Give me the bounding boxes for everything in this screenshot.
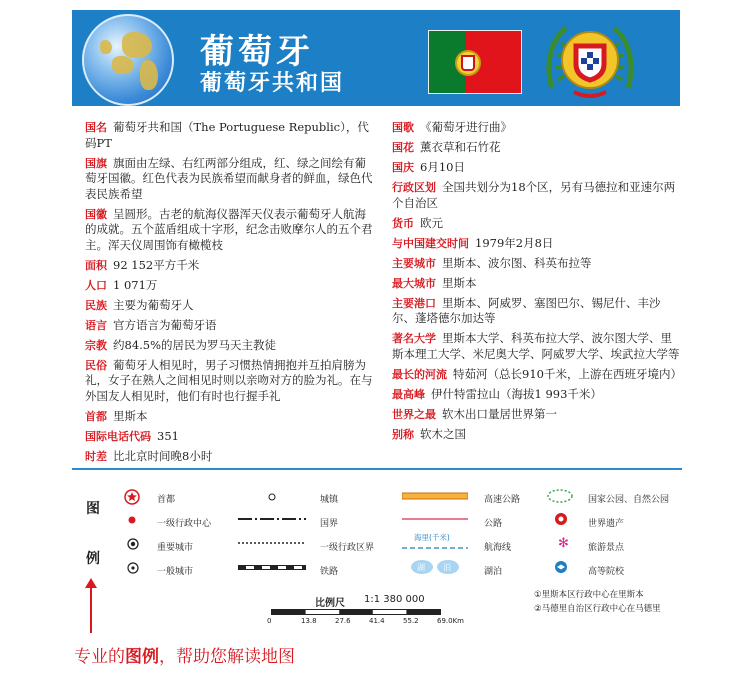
info-item bbox=[85, 318, 375, 334]
info-item bbox=[392, 276, 682, 292]
info-label: 与中国建交时间 bbox=[392, 236, 469, 250]
info-label: 国庆 bbox=[392, 161, 414, 174]
caption-pre: 专业的 bbox=[74, 647, 125, 667]
legend-admin1-center: 一级行政中心 bbox=[157, 519, 212, 529]
info-value: 呈圆形。古老的航海仪器浑天仪表示葡萄牙人航海的成就。五个蓝盾组成十字形，纪念击败摩尔人的五个君主。浑天仪周围饰有橄榄枝 bbox=[85, 206, 373, 252]
page-title: 葡萄牙 bbox=[200, 32, 314, 72]
info-value: 6月10日 bbox=[420, 160, 465, 174]
coat-of-arms-icon bbox=[544, 18, 636, 100]
caption-post: ，帮助您解读地图 bbox=[159, 647, 295, 667]
info-item bbox=[85, 409, 375, 425]
info-item bbox=[392, 160, 682, 176]
info-label: 国花 bbox=[392, 141, 414, 154]
info-value: 1 071万 bbox=[113, 277, 158, 292]
section-divider bbox=[72, 468, 682, 470]
scale-tick-label: 0 bbox=[267, 617, 272, 625]
info-value: 软木之国 bbox=[420, 426, 466, 441]
info-value: 92 152平方千米 bbox=[113, 257, 200, 272]
info-item bbox=[85, 120, 375, 151]
info-label: 主要城市 bbox=[392, 256, 436, 270]
info-item bbox=[392, 331, 682, 362]
scale-title: 比例尺 bbox=[315, 598, 345, 609]
scale-tick-label: 55.2 bbox=[403, 617, 419, 625]
info-value: 里斯本大学、科英布拉大学、波尔图大学、里斯本理工大学、米尼奥大学、阿威罗大学、埃武拉大学等 bbox=[392, 331, 680, 361]
scale-bar bbox=[271, 609, 441, 615]
page-subtitle: 葡萄牙共和国 bbox=[200, 71, 345, 96]
info-item bbox=[392, 256, 682, 272]
info-item bbox=[85, 298, 375, 314]
info-item bbox=[392, 407, 682, 423]
scenic-icon: ✻ bbox=[558, 536, 569, 551]
info-column-left bbox=[85, 120, 375, 469]
legend-university: 高等院校 bbox=[588, 567, 625, 577]
info-label: 面积 bbox=[85, 258, 107, 272]
info-value: 薰衣草和石竹花 bbox=[420, 140, 501, 154]
info-label: 语言 bbox=[85, 318, 107, 332]
info-item bbox=[392, 367, 682, 383]
globe-icon bbox=[82, 14, 174, 106]
scale-tick-label: 13.8 bbox=[301, 617, 317, 625]
sea-route-label: 海里(千米) bbox=[414, 533, 450, 542]
info-value: 《葡萄牙进行曲》 bbox=[420, 120, 512, 134]
info-label: 著名大学 bbox=[392, 332, 436, 345]
info-label: 货币 bbox=[392, 216, 414, 230]
scale-tick-label: 41.4 bbox=[369, 617, 385, 625]
park-icon bbox=[546, 488, 574, 504]
info-item bbox=[85, 156, 375, 203]
promo-caption bbox=[74, 642, 295, 667]
info-label: 国旗 bbox=[85, 156, 107, 170]
info-value: 官方语言为葡萄牙语 bbox=[113, 317, 217, 332]
major-city-icon bbox=[127, 538, 139, 550]
legend-title-2: 例 bbox=[86, 551, 100, 567]
info-item bbox=[85, 358, 375, 405]
info-value: 约84.5%的居民为罗马天主教徒 bbox=[113, 337, 277, 352]
info-label: 最大城市 bbox=[392, 276, 436, 290]
info-value: 欧元 bbox=[420, 215, 443, 230]
info-item bbox=[85, 449, 375, 465]
info-item bbox=[392, 216, 682, 232]
info-value: 比北京时间晚8小时 bbox=[113, 448, 213, 463]
info-column-right bbox=[392, 120, 682, 447]
info-item bbox=[85, 207, 375, 254]
info-item bbox=[392, 236, 682, 252]
admin-center-icon bbox=[128, 516, 136, 524]
info-label: 国名 bbox=[85, 121, 107, 134]
arrow-line bbox=[90, 585, 92, 633]
legend-sea-route: 航海线 bbox=[484, 543, 512, 553]
legend-major-city: 重要城市 bbox=[157, 543, 194, 553]
legend-capital: 首都 bbox=[157, 495, 176, 505]
info-item bbox=[392, 296, 682, 327]
info-value: 全国共划分为18个区，另有马德拉和亚速尔两个自治区 bbox=[392, 180, 676, 210]
info-item bbox=[392, 180, 682, 211]
info-label: 最高峰 bbox=[392, 387, 425, 401]
info-item bbox=[392, 427, 682, 443]
info-value: 葡萄牙共和国（The Portuguese Republic），代码PT bbox=[85, 120, 369, 150]
info-label: 民俗 bbox=[85, 358, 107, 372]
legend-park: 国家公园、自然公园 bbox=[588, 495, 670, 505]
header-banner bbox=[72, 10, 680, 106]
lake-label-2: 泊 bbox=[443, 563, 451, 572]
info-item bbox=[85, 278, 375, 294]
note-2: ②马德里自治区行政中心在马德里 bbox=[534, 604, 661, 614]
heritage-icon bbox=[554, 512, 568, 526]
info-value: 1979年2月8日 bbox=[475, 235, 554, 250]
scale-tick-label: 69.0Km bbox=[437, 617, 464, 625]
legend-admin1-border: 一级行政区界 bbox=[320, 543, 375, 553]
info-value: 里斯本、阿威罗、塞图巴尔、锡尼什、丰沙尔、蓬塔德尔加达等 bbox=[392, 295, 661, 325]
info-value: 351 bbox=[157, 428, 179, 443]
info-label: 最长的河流 bbox=[392, 367, 447, 381]
university-icon bbox=[554, 560, 568, 574]
scale-tick-label: 27.6 bbox=[335, 617, 351, 625]
info-item bbox=[85, 338, 375, 354]
legend-city: 一般城市 bbox=[157, 567, 194, 577]
legend-heritage: 世界遗产 bbox=[588, 519, 625, 529]
town-icon bbox=[268, 493, 276, 501]
capital-icon bbox=[124, 489, 140, 505]
info-label: 世界之最 bbox=[392, 407, 436, 421]
railway-symbol bbox=[238, 565, 306, 570]
national-flag bbox=[428, 30, 522, 94]
info-label: 国歌 bbox=[392, 121, 414, 134]
info-label: 首都 bbox=[85, 409, 107, 423]
info-label: 别称 bbox=[392, 427, 414, 441]
border-symbol bbox=[238, 516, 306, 522]
info-value: 特茹河（总长910千米，上游在西班牙境内） bbox=[453, 366, 682, 381]
lake-label-1: 湖 bbox=[417, 563, 425, 572]
info-value: 葡萄牙人相见时，男子习惯热情拥抱并互拍肩膀为礼，女子在熟人之间相见时则以亲吻对方的脸为礼。在与外国友人相见时，他们有时也行握手礼 bbox=[85, 357, 373, 403]
info-label: 行政区划 bbox=[392, 181, 436, 194]
note-1: ①里斯本区行政中心在里斯本 bbox=[534, 590, 644, 600]
scale-ratio: 1:1 380 000 bbox=[364, 594, 425, 605]
legend-border: 国界 bbox=[320, 519, 339, 529]
highway-symbol bbox=[402, 492, 468, 500]
info-item bbox=[392, 387, 682, 403]
info-label: 民族 bbox=[85, 298, 107, 312]
info-value: 主要为葡萄牙人 bbox=[113, 297, 194, 312]
legend-scenic: 旅游景点 bbox=[588, 543, 625, 553]
legend-highway: 高速公路 bbox=[484, 495, 521, 505]
map-legend bbox=[72, 476, 682, 626]
legend-title-1: 图 bbox=[86, 501, 100, 517]
info-label: 时差 bbox=[85, 449, 107, 463]
info-item bbox=[85, 429, 375, 445]
caption-bold: 图例 bbox=[125, 647, 159, 667]
info-value: 里斯本、波尔图、科英布拉等 bbox=[442, 255, 592, 270]
info-label: 人口 bbox=[85, 278, 107, 292]
info-value: 旗面由左绿、右红两部分组成，红、绿之间绘有葡萄牙国徽。红色代表为民族希望而献身者的鲜血，绿色代表民族希望 bbox=[85, 155, 373, 201]
city-icon bbox=[127, 562, 139, 574]
info-label: 宗教 bbox=[85, 338, 107, 352]
legend-road: 公路 bbox=[484, 519, 503, 529]
info-value: 软木出口量居世界第一 bbox=[442, 406, 557, 421]
info-item bbox=[85, 258, 375, 274]
road-symbol bbox=[402, 517, 468, 521]
legend-town: 城镇 bbox=[320, 495, 339, 505]
admin-border-symbol bbox=[238, 541, 306, 545]
legend-lake: 湖泊 bbox=[484, 567, 503, 577]
info-item bbox=[392, 120, 682, 136]
info-label: 国徽 bbox=[85, 207, 107, 221]
info-value: 里斯本 bbox=[442, 275, 477, 290]
info-value: 里斯本 bbox=[113, 408, 148, 423]
info-value: 伊什特雷拉山（海拔1 993千米） bbox=[431, 386, 602, 401]
info-item bbox=[392, 140, 682, 156]
legend-railway: 铁路 bbox=[320, 567, 339, 577]
info-label: 主要港口 bbox=[392, 296, 436, 310]
info-label: 国际电话代码 bbox=[85, 429, 151, 443]
